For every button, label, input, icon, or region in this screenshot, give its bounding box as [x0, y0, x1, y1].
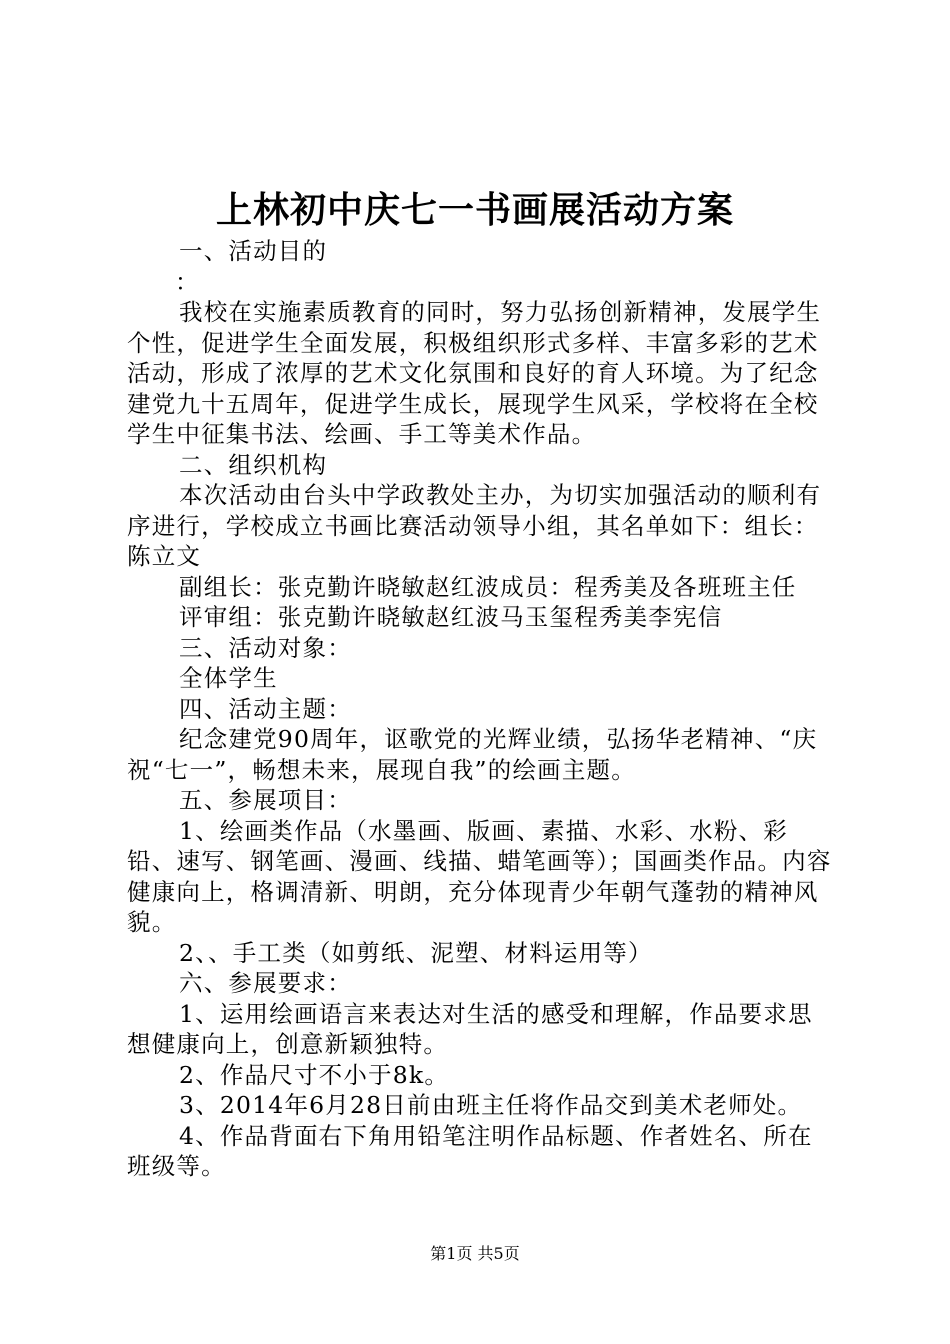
paragraph-item-handcraft: 2、、手工类（如剪纸、泥塑、材料运用等）: [179, 938, 653, 967]
section-heading-theme: 四、活动主题：: [179, 694, 352, 723]
paragraph-audience: 全体学生: [179, 664, 278, 692]
paragraph-requirement-1: 1、运用绘画语言来表达对生活的感受和理解，作品要求思想健康向上，创意新颖独特。: [127, 999, 813, 1058]
page-footer: 第1页 共5页: [430, 1244, 520, 1263]
paragraph-purpose: 我校在实施素质教育的同时，努力弘扬创新精神，发展学生个性，促进学生全面发展，积极组织形式多样、丰富多彩的艺术活动，形成了浓厚的艺术文化氛围和良好的育人环境。为了纪念建党九十五周年，促进学生成长，展现学生风采，学校将在全校学生中征集书法、绘画、手工等美术作品。: [127, 298, 822, 448]
section-heading-requirements: 六、参展要求：: [179, 969, 352, 997]
paragraph-deputy-leader: 副组长：张克勤许晓敏赵红波成员：程秀美及各班班主任: [179, 572, 797, 601]
paragraph-theme: 纪念建党90周年，讴歌党的光辉业绩，弘扬华老精神、“庆祝“七一”，畅想未来，展现自我”的绘画主题。: [127, 725, 818, 784]
section-heading-audience: 三、活动对象：: [179, 633, 352, 662]
paragraph-organization: 本次活动由台头中学政教处主办，为切实加强活动的顺利有序进行，学校成立书画比赛活动领导小组，其名单如下：组长：陈立文: [127, 481, 822, 570]
colon-line: ：: [175, 267, 200, 296]
section-heading-items: 五、参展项目：: [179, 786, 352, 814]
paragraph-requirement-3: 3、2014年6月28日前由班主任将作品交到美术老师处。: [179, 1091, 803, 1119]
section-heading-purpose: 一、活动目的: [179, 237, 328, 265]
paragraph-review-group: 评审组：张克勤许晓敏赵红波马玉玺程秀美李宪信: [179, 603, 723, 631]
document-title: 上林初中庆七一书画展活动方案: [215, 189, 734, 231]
paragraph-item-painting: 1、绘画类作品（水墨画、版画、素描、水彩、水粉、彩铅、速写、钢笔画、漫画、线描、蜡笔画等）；国画类作品。内容健康向上，格调清新、明朗，充分体现青少年朝气蓬勃的精神风貌。: [127, 816, 832, 936]
paragraph-requirement-2: 2、作品尺寸不小于8k。: [179, 1060, 450, 1089]
paragraph-requirement-4: 4、作品背面右下角用铅笔注明作品标题、作者姓名、所在班级等。: [127, 1121, 813, 1180]
document-body: [127, 236, 835, 1182]
section-heading-organization: 二、组织机构: [179, 450, 328, 479]
